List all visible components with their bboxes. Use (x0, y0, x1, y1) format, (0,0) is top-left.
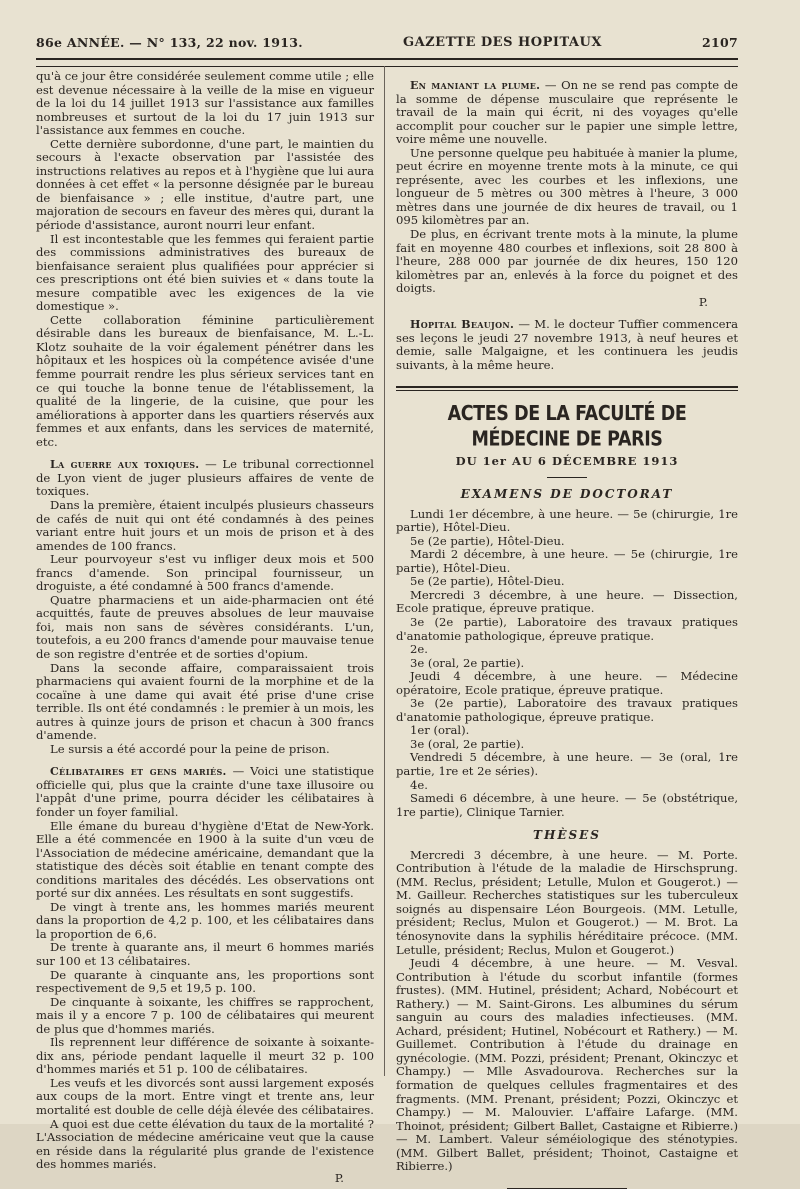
issue-info: 86e ANNÉE. — N° 133, 22 nov. 1913. (36, 34, 303, 50)
exam-entry: 3e (2e partie), Laboratoire des travaux pratiques d'anatomie pathologique, épreuve pratique. (396, 696, 738, 724)
news-item (36, 458, 374, 499)
column-rule (384, 66, 385, 1076)
rubric-title: La guerre aux toxiques. (50, 458, 200, 472)
exam-entry: 5e (2e partie), Hôtel-Dieu. (410, 533, 565, 548)
paragraph: Le sursis a été accordé pour la peine de prison. (50, 741, 330, 756)
rubric-text: — M. le docteur Tuffier commencera ses leçons le jeudi 27 novembre 1913, à neuf heures et demie, salle Malgaigne, et les continuera les jeudis suivants, à la même heure. (396, 317, 738, 372)
exam-entry: 3e (oral, 2e partie). (410, 736, 525, 751)
exam-entry: 3e (2e partie), Laboratoire des travaux pratiques d'anatomie pathologique, épreuve pratique. (396, 614, 738, 643)
publication-title: GAZETTE DES HOPITAUX (402, 34, 602, 50)
paragraph: qu'à ce jour être considérée seulement comme utile ; elle est devenue nécessaire à la veille de la mise en vigueur de la loi du 14 juillet 1913 sur l'assistance aux familles nombreuses et surtout de la loi du 17 juin 1913 sur l'assistance aux femmes en couche. (36, 69, 374, 138)
news-item (396, 318, 738, 372)
exam-entry: 1er (oral). (410, 723, 470, 738)
paragraph: Cette dernière subordonne, d'une part, le maintien du secours à l'exacte observation par l'assistée des instructions relatives au repos et à l'hygiène que lui aura données à cet effet « la personne désignée par le bureau de bienfaisance » ; elle institue, d'autre part, une majoration de secours en faveur des mères qui, durant la période d'assistance, auront nourri leur enfant. (36, 136, 374, 233)
paragraph: Il est incontestable que les femmes qui feraient partie des commissions administratives des bureaux de bienfaisance seraient plus qualifiées pour apprécier si ces prescriptions ont été bien suivies et « dans toute la mesure compatible avec les exigences de la vie domestique ». (36, 231, 374, 314)
page-header (36, 30, 738, 54)
header-rule (36, 58, 738, 67)
rubric-title: Célibataires et gens mariés. (50, 765, 227, 779)
news-item (396, 79, 738, 147)
signature: P. (334, 1170, 344, 1185)
paragraph: Elle émane du bureau d'hygiène d'Etat de New-York. Elle a été commencée en 1900 à la suite d'un vœu de l'Association de médecine américaine, demandant que la statistique des décès soit établie en tenant compte des conditions maritales des décédés. Les observations ont porté sur dix années. Les résultats en sont suggestifs. (36, 818, 374, 901)
page-number: 2107 (702, 34, 738, 50)
signature: P. (698, 294, 708, 309)
paragraph: De quarante à cinquante ans, les proportions sont respectivement de 9,5 et 19,5 p. 100. (36, 967, 374, 996)
paragraph: De vingt à trente ans, les hommes mariés meurent dans la proportion de 4,2 p. 100, et les célibataires dans la proportion de 6,6. (36, 899, 374, 941)
paragraph: Cette collaboration féminine particulièrement désirable dans les bureaux de bienfaisance, M. L.-L. Klotz souhaite de la voir également pénétrer dans les hôpitaux et les hospices où la compétence avisée d'une femme pourrait rendre les plus sérieux services tant en ce qui touche la bonne tenue de l'établissement, la qualité de la lingerie, de la cuisine, que pour les améliorations à apporter dans les quartiers réservés aux femmes et aux enfants, dans les services de maternité, etc. (36, 312, 374, 449)
exam-entry: 3e (oral, 2e partie). (410, 655, 525, 670)
acts-title: ACTES DE LA FACULTÉ DE MÉDECINE DE PARIS (447, 403, 687, 452)
paragraph: Quatre pharmaciens et un aide-pharmacien ont été acquittés, faute de preuves absolues de leur mauvaise foi, mais non sans de sévères considérants. L'un, toutefois, a eu 200 francs d'amende pour mauvaise tenue de son registre d'entrée et de sorties d'opium. (36, 592, 374, 661)
acts-subtitle: DU 1er AU 6 DÉCEMBRE 1913 (455, 454, 679, 469)
exam-entry: 2e. (410, 642, 428, 657)
exam-entry: Mardi 2 décembre, à une heure. — 5e (chirurgie, 1re partie), Hôtel-Dieu. (396, 547, 738, 575)
paragraph: De plus, en écrivant trente mots à la minute, la plume fait en moyenne 480 courbes et inflexions, soit 28 800 à l'heure, 288 000 par journée de dix heures, 150 120 kilomètres par an, enlevés à la force du poignet et des doigts. (396, 227, 738, 296)
exam-entry: 4e. (410, 777, 428, 792)
rubric-title: En maniant la plume. (410, 79, 541, 92)
right-news (396, 79, 738, 372)
exams-heading: EXAMENS DE DOCTORAT (460, 487, 674, 502)
theses-list (396, 849, 738, 1174)
rubric-text: — Le tribunal correctionnel de Lyon vient de juger plusieurs affaires de vente de toxiques. (36, 457, 374, 499)
rubric-text: — On ne se rend pas compte de la somme de dépense musculaire que représente le travail de la main qui écrit, ni des voyages qu'elle accomplit pour coucher sur le papier une simple lettre, voire même une nouvelle. (396, 78, 738, 147)
paragraph: Leur pourvoyeur s'est vu infliger deux mois et 500 francs d'amende. Son principal fournisseur, un droguiste, a été condamné à 500 francs d'amende. (36, 552, 374, 594)
thesis-entry: Mercredi 3 décembre, à une heure. — M. Porte. Contribution à l'étude de la maladie de Hirschsprung. (MM. Reclus, président; Letulle, Mulon et Gougerot.) — M. Gailleur. Recherches statistiques sur les tuberculeux soignés au dispensaire Léon Bourgeois. (MM. Letulle, président; Reclus, Mulon et Gougerot.) — M. Brot. La ténosynovite dans la syphilis héréditaire précoce. (MM. Letulle, président; Reclus, Mulon et Gougerot.) (396, 847, 738, 957)
exams-list (396, 508, 738, 820)
news-item (36, 765, 374, 819)
theses-heading: THÈSES (533, 828, 601, 843)
exam-entry: Samedi 6 décembre, à une heure. — 5e (obstétrique, 1re partie), Clinique Tarnier. (396, 791, 738, 819)
exam-entry: Lundi 1er décembre, à une heure. — 5e (chirurgie, 1re partie), Hôtel-Dieu. (396, 506, 738, 535)
paragraph: De trente à quarante ans, il meurt 6 hommes mariés sur 100 et 13 célibataires. (36, 940, 374, 968)
thesis-entry: Jeudi 4 décembre, à une heure. — M. Vesval. Contribution à l'étude du scorbut infantile (formes frustes). (MM. Hutinel, président; Achard, Nobécourt et Rathery.) — M. Saint-Girons. Les albumines du sérum sanguin au cours des maladies infectieuses. (MM. Achard, président; Hutinel, Nobécourt et Rathery.) — M. Guillemet. Contribution à l'étude du drainage en gynécologie. (MM. Pozzi, président; Prenant, Okinczyc et Champy.) — Mlle Asvadourova. Recherches sur la formation de quelques cellules fragmentaires et des fragments. (MM. Prenant, président; Pozzi, Okinczyc et Champy.) — M. Malouvier. L'affaire Lafarge. (MM. Thoinot, président; Gilbert Ballet, Castaigne et Ribierre.) — M. Lambert. Valeur séméiologique des sténotypies. (MM. Gilbert Ballet, président; Thoinot, Castaigne et Ribierre.) (396, 956, 738, 1174)
paragraph: Les veufs et les divorcés sont aussi largement exposés aux coups de la mort. Entre vingt et trente ans, leur mortalité est double de celle déjà élevée des célibataires. (36, 1075, 374, 1118)
paragraph: Dans la seconde affaire, comparaissaient trois pharmaciens qui avaient fourni de la morphine et de la cocaïne à une dame qui avait été prise d'une crise terrible. Ils ont été condamnés : le premier à un mois, les autres à quinze jours de prison et chacun à 300 francs d'amende. (36, 660, 374, 743)
rubric-title: Hopital Beaujon. (410, 318, 515, 332)
section-rule (396, 386, 738, 391)
paragraph: Ils reprennent leur différence de soixante à soixante-dix ans, période pendant laquelle il meurt 32 p. 100 d'hommes mariés et 51 p. 100 de célibataires. (36, 1035, 374, 1077)
rubric-text: — Voici une statistique officielle qui, plus que la crainte d'une taxe illusoire ou l'appât d'une prime, pourra décider les célibataires à fonder un foyer familial. (36, 764, 374, 819)
exam-entry: Jeudi 4 décembre, à une heure. — Médecine opératoire, Ecole pratique, épreuve pratique. (396, 669, 738, 697)
paragraph: Dans la première, étaient inculpés plusieurs chasseurs de cafés de nuit qui ont été condamnés à des peines variant entre huit jours et un mois de prison et à des amendes de 100 francs. (36, 497, 374, 553)
short-rule (547, 477, 587, 478)
paragraph: De cinquante à soixante, les chiffres se rapprochent, mais il y a encore 7 p. 100 de célibataires qui meurent de plus que d'hommes mariés. (36, 994, 374, 1036)
exam-entry: 5e (2e partie), Hôtel-Dieu. (410, 574, 565, 589)
exam-entry: Mercredi 3 décembre, à une heure. — Dissection, Ecole pratique, épreuve pratique. (396, 587, 738, 616)
left-column (36, 70, 374, 1185)
paragraph: Une personne quelque peu habituée à manier la plume, peut écrire en moyenne trente mots à la minute, ce qui représente, avec les courbes et les inflexions, une longueur de 5 mètres ou 300 mètres à l'heure, 3 000 mètres dans une journée de dix heures de travail, ou 1 095 kilomètres par an. (396, 145, 738, 228)
paragraph: A quoi est due cette élévation du taux de la mortalité ? L'Association de médecine américaine veut que la cause en réside dans la régularité plus grande de l'existence des hommes mariés. (36, 1116, 374, 1172)
exam-entry: Vendredi 5 décembre, à une heure. — 3e (oral, 1re partie, 1re et 2e séries). (396, 750, 738, 778)
right-column (396, 70, 738, 1189)
